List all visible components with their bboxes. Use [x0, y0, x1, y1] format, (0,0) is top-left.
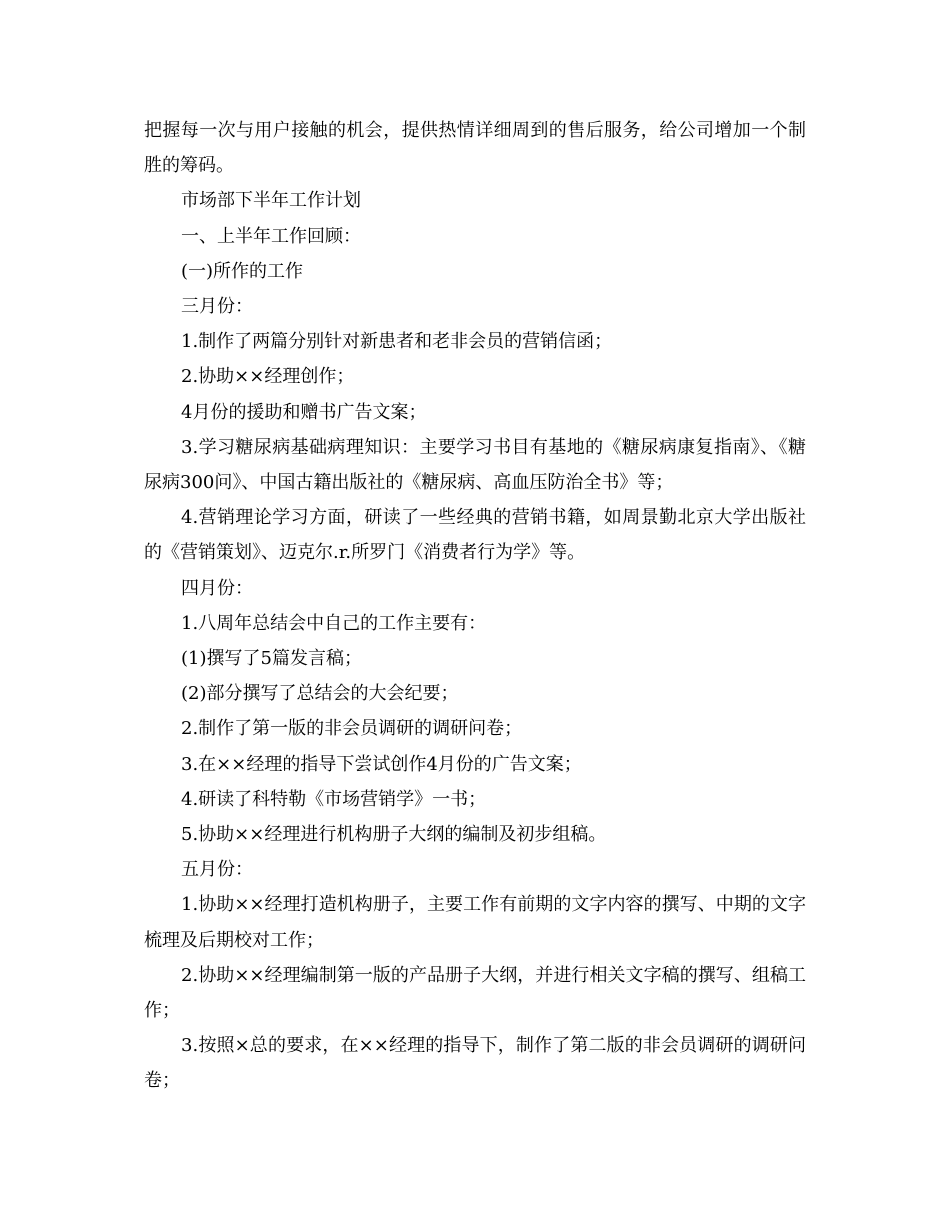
document-body [144, 113, 806, 1099]
paragraph: 1.协助××经理打造机构册子，主要工作有前期的文字内容的撰写、中期的文字梳理及后期校对工作； [144, 894, 806, 951]
paragraph: 2.协助××经理编制第一版的产品册子大纲，并进行相关文字稿的撰写、组稿工作； [144, 964, 806, 1022]
paragraph: 一、上半年工作回顾： [181, 225, 361, 247]
paragraph: (1)撰写了5篇发言稿； [181, 648, 362, 670]
paragraph: 把握每一次与用户接触的机会，提供热情详细周到的售后服务，给公司增加一个制胜的筹码。 [144, 120, 806, 177]
paragraph: 三月份： [181, 296, 253, 318]
paragraph: 市场部下半年工作计划 [181, 190, 361, 212]
paragraph: 5.协助××经理进行机构册子大纲的编制及初步组稿。 [181, 824, 607, 846]
paragraph: 3.按照×总的要求，在××经理的指导下，制作了第二版的非会员调研的调研问卷； [144, 1035, 806, 1092]
paragraph: 1.八周年总结会中自己的工作主要有： [181, 612, 487, 634]
paragraph: 五月份： [181, 859, 253, 881]
paragraph: 3.在××经理的指导下尝试创作4月份的广告文案； [181, 753, 582, 775]
paragraph: (一)所作的工作 [181, 260, 304, 282]
paragraph: 4月份的援助和赠书广告文案； [181, 401, 427, 423]
paragraph: 四月份： [181, 577, 253, 599]
paragraph: (2)部分撰写了总结会的大会纪要； [181, 683, 459, 705]
paragraph: 2.制作了第一版的非会员调研的调研问卷； [181, 718, 523, 740]
paragraph: 2.协助××经理创作； [181, 366, 355, 388]
paragraph: 4.营销理论学习方面，研读了一些经典的营销书籍，如周景勤北京大学出版社的《营销策划》、迈克尔.r.所罗门《消费者行为学》等。 [144, 507, 806, 564]
paragraph: 1.制作了两篇分别针对新患者和老非会员的营销信函； [181, 331, 613, 353]
paragraph: 3.学习糖尿病基础病理知识：主要学习书目有基地的《糖尿病康复指南》、《糖尿病300问》、中国古籍出版社的《糖尿病、高血压防治全书》等； [144, 436, 806, 494]
paragraph: 4.研读了科特勒《市场营销学》一书； [181, 788, 487, 810]
